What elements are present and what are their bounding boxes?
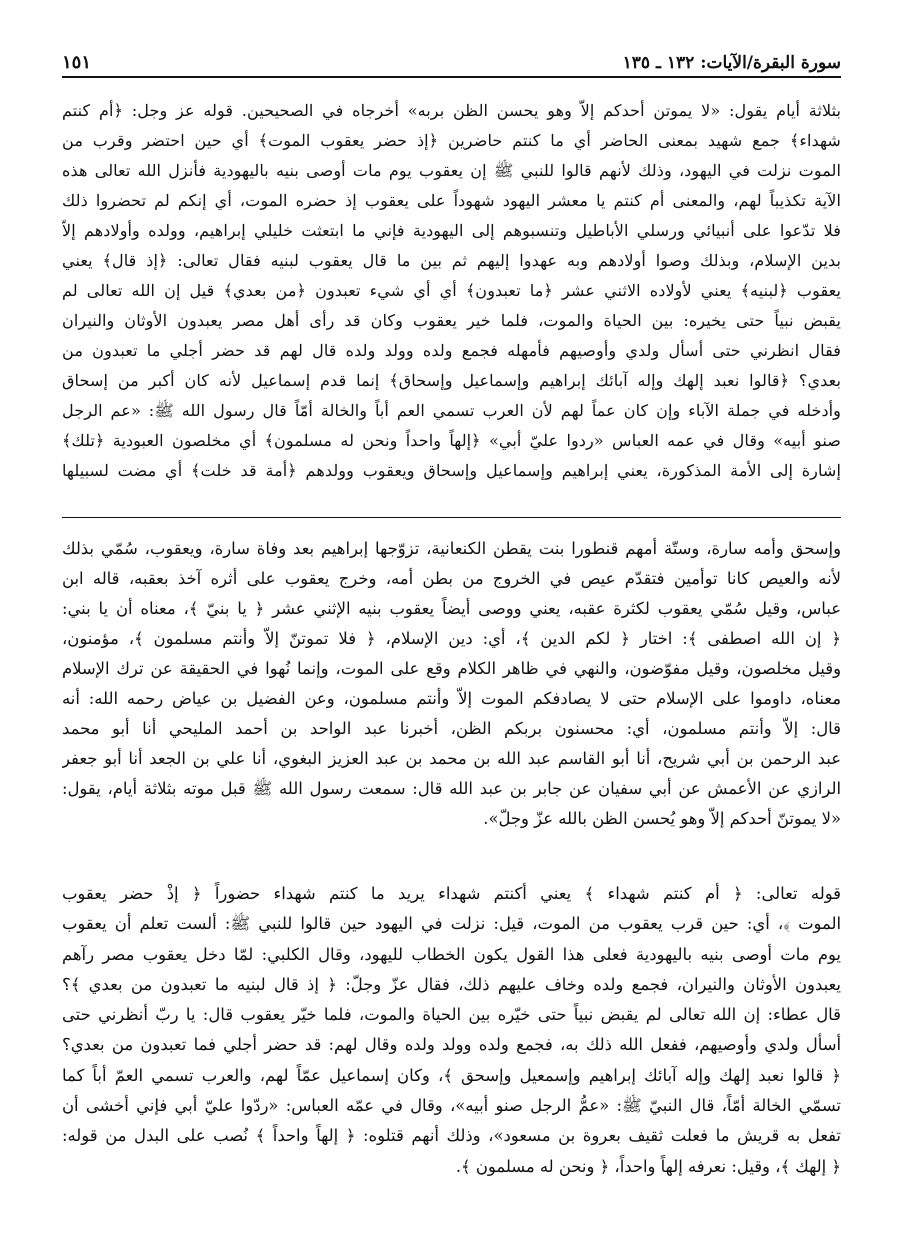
text-line: وأدخله في جملة الآباء وإن كان عماً لهم لأن العرب تسمي العم أباً والخالة أمّاً قال رسول الله ﷺ: «عم الرجل (62, 401, 841, 420)
text-line: أسأل ولدي وأوصيهم، ففعل الله ذلك به، فجمع ولده وولد ولده وقال لهم: قد حضر أجلي فما تعبدون من بعدي؟ (62, 1035, 841, 1055)
text-line: عبد الرحمن بن أبي شريح، أنا أبو القاسم عبد الله بن محمد بن عبد العزيز البغوي، أنا علي بن الجعد أنا أبو جعفر (62, 749, 841, 768)
text-line: عباس، وقيل سُمّي يعقوب لكثرة عقبه، يعني ووصى أيضاً يعقوب بنيه الإثني عشر ﴿ يا بنيّ ﴾، معناه أن يا بني: (62, 599, 841, 618)
text-line: الموت نزلت في اليهود، وذلك لأنهم قالوا للنبي ﷺ إن يعقوب يوم مات أوصى بنيه باليهودية فأنزل الله تعالى هذه (62, 161, 841, 180)
text-line: بدين الإسلام، وبذلك وصوا أولادهم وبه عهدوا إليهم ثم بين ما قال يعقوب لبنيه فقال تعالى: ﴿إذ قال﴾ يعني (62, 251, 841, 270)
text-line: تفعل به قريش ما فعلت ثقيف بعروة بن مسعود»، وذلك أنهم قتلوه: ﴿ إلهاً واحداً ﴾ نُصب على البدل من قوله: (62, 1126, 841, 1146)
text-line: «لا يموتنّ أحدكم إلاّ وهو يُحسن الظن بالله عزّ وجلّ». (483, 809, 841, 828)
section-divider (62, 517, 841, 518)
page-number: ١٥١ (62, 52, 92, 73)
text-line: وقيل مخلصون، وقيل مفوّضون، والنهي في ظاهر الكلام وقع على الموت، وإنما نُهوا في الحقيقة عن ترك الإسلام (62, 659, 841, 678)
text-line: فلا تدّعوا على أنبيائي ورسلي الأباطيل وتنسبوهم إلى اليهودية فإني ما ابتعثت خليلي إبراهيم، وولده وأولادهم إلاّ (62, 221, 841, 240)
notes-paragraph-2 (62, 879, 841, 1182)
surah-title: سورة البقرة/الآيات: ١٣٢ ـ ١٣٥ (622, 53, 841, 73)
text-line: ﴿ إلهك ﴾، وقيل: نعرفه إلهاً واحداً، ﴿ ونحن له مسلمون ﴾. (455, 1156, 841, 1176)
text-line: قوله تعالى: ﴿ أم كنتم شهداء ﴾ يعني أكنتم شهداء يريد ما كنتم شهداء حضوراً ﴿ إذْ حضر يعقوب (62, 884, 841, 903)
text-line: صنو أبيه» وقال في عمه العباس «ردوا عليّ أبي» ﴿إلهاً واحداً ونحن له مسلمون﴾ أي مخلصون العبودية ﴿تلك﴾ (62, 431, 841, 450)
text-line: يعبدون الأوثان والنيران، فجمع ولده وخاف عليهم ذلك، فقال عزّ وجلّ: ﴿ إذ قال لبنيه ما تعبدون من بعدي ﴾؟ (62, 974, 841, 994)
text-line: يقبض نبياً حتى يخيره: بين الحياة والموت، فلما خير يعقوب وكان قد رأى أهل مصر يعبدون الأوثان والنيران (62, 311, 841, 330)
text-line: معناه، داوموا على الإسلام حتى لا يصادفكم الموت إلاّ وأنتم مسلمون، وعن الفضيل بن عياض رحمه الله: أنه (62, 689, 841, 708)
text-line: الرازي عن الأعمش عن أبي سفيان عن جابر بن عبد الله قال: سمعت رسول الله ﷺ قبل موته بثلاثة أيام، يقول: (62, 779, 841, 798)
text-line: وإسحق وأمه سارة، وستّة أمهم قنطورا بنت يقطن الكنعانية، تزوّجها إبراهيم بعد وفاة سارة، ويعقوب، سُمّي بذلك (62, 539, 841, 558)
text-line: الموت ﴾، أي: حين قرب يعقوب من الموت، قيل: نزلت في اليهود حين قالوا للنبي ﷺ: ألست تعلم أن يعقوب (62, 914, 841, 934)
text-line: لأنه والعيص كانا توأمين فتقدّم عيص في الخروج من بطن أمه، وخرج يعقوب على أثره آخذ بعقبه، قاله ابن (62, 569, 841, 588)
text-line: ﴿ قالوا نعبد إلهك وإله آبائك إبراهيم وإسمعيل وإسحق ﴾، وكان إسماعيل عمّاً لهم، والعرب تسمي العمّ أباً كما (62, 1065, 841, 1085)
text-line: تسمّي الخالة أمّاً، قال النبيّ ﷺ: «عمُّ الرجل صنو أبيه»، وقال في عمّه العباس: «ردّوا عليّ أبي فإني أخشى أن (62, 1096, 841, 1116)
running-header (62, 52, 841, 78)
notes-paragraph-1 (62, 534, 841, 834)
text-line: إشارة إلى الأمة المذكورة، يعني إبراهيم وإسماعيل وإسحاق ويعقوب وولدهم ﴿أمة قد خلت﴾ أي مضت لسبيلها (62, 461, 841, 480)
text-line: قال: إلاّ وأنتم مسلمون، أي: محسنون بربكم الظن، أخبرنا عبد الواحد بن أحمد المليحي أنا أبو محمد (62, 719, 841, 738)
text-line: فقال انظرني حتى أسأل ولدي وأوصيهم فأمهله فجمع ولده وولد ولده قال لهم قد حضر أجلي ما تعبدون من (62, 341, 841, 360)
text-line: بعدي؟ ﴿قالوا نعبد إلهك وإله آبائك إبراهيم وإسماعيل وإسحاق﴾ إنما قدم إسماعيل لأنه كان أكبر من إسحاق (62, 371, 841, 390)
text-line: بثلاثة أيام يقول: «لا يموتن أحدكم إلاّ وهو يحسن الظن بربه» أخرجاه في الصحيحين. قوله عز وجل: ﴿أم كنتم (62, 101, 841, 120)
text-line: يوم مات أوصى بنيه باليهودية فعلى هذا القول يكون الخطاب لليهود، وقال الكلبي: لمّا دخل يعقوب مصر رآهم (62, 944, 841, 964)
commentary-text (62, 96, 841, 486)
text-line: شهداء﴾ جمع شهيد بمعنى الحاضر أي ما كنتم حاضرين ﴿إذ حضر يعقوب الموت﴾ أي حين احتضر وقرب من (62, 131, 841, 150)
text-line: يعقوب ﴿لبنيه﴾ يعني لأولاده الاثني عشر ﴿ما تعبدون﴾ أي أي شيء تعبدون ﴿من بعدي﴾ قيل إن الله تعالى لم (62, 281, 841, 300)
text-line: ﴿ إن الله اصطفى ﴾: اختار ﴿ لكم الدين ﴾، أي: دين الإسلام، ﴿ فلا تموتنّ إلاّ وأنتم مسلمون ﴾، مؤمنون، (62, 629, 841, 648)
text-line: الآية تكذيباً لهم، والمعنى أم كنتم يا معشر اليهود شهوداً على يعقوب إذ حضره الموت، أي إنكم لم تحضروا ذلك (62, 191, 841, 210)
text-line: قال عطاء: إن الله تعالى لم يقبض نبياً حتى خيّره بين الحياة والموت، فلما خيّر يعقوب قال: يا ربّ أنظرني حتى (62, 1005, 841, 1025)
